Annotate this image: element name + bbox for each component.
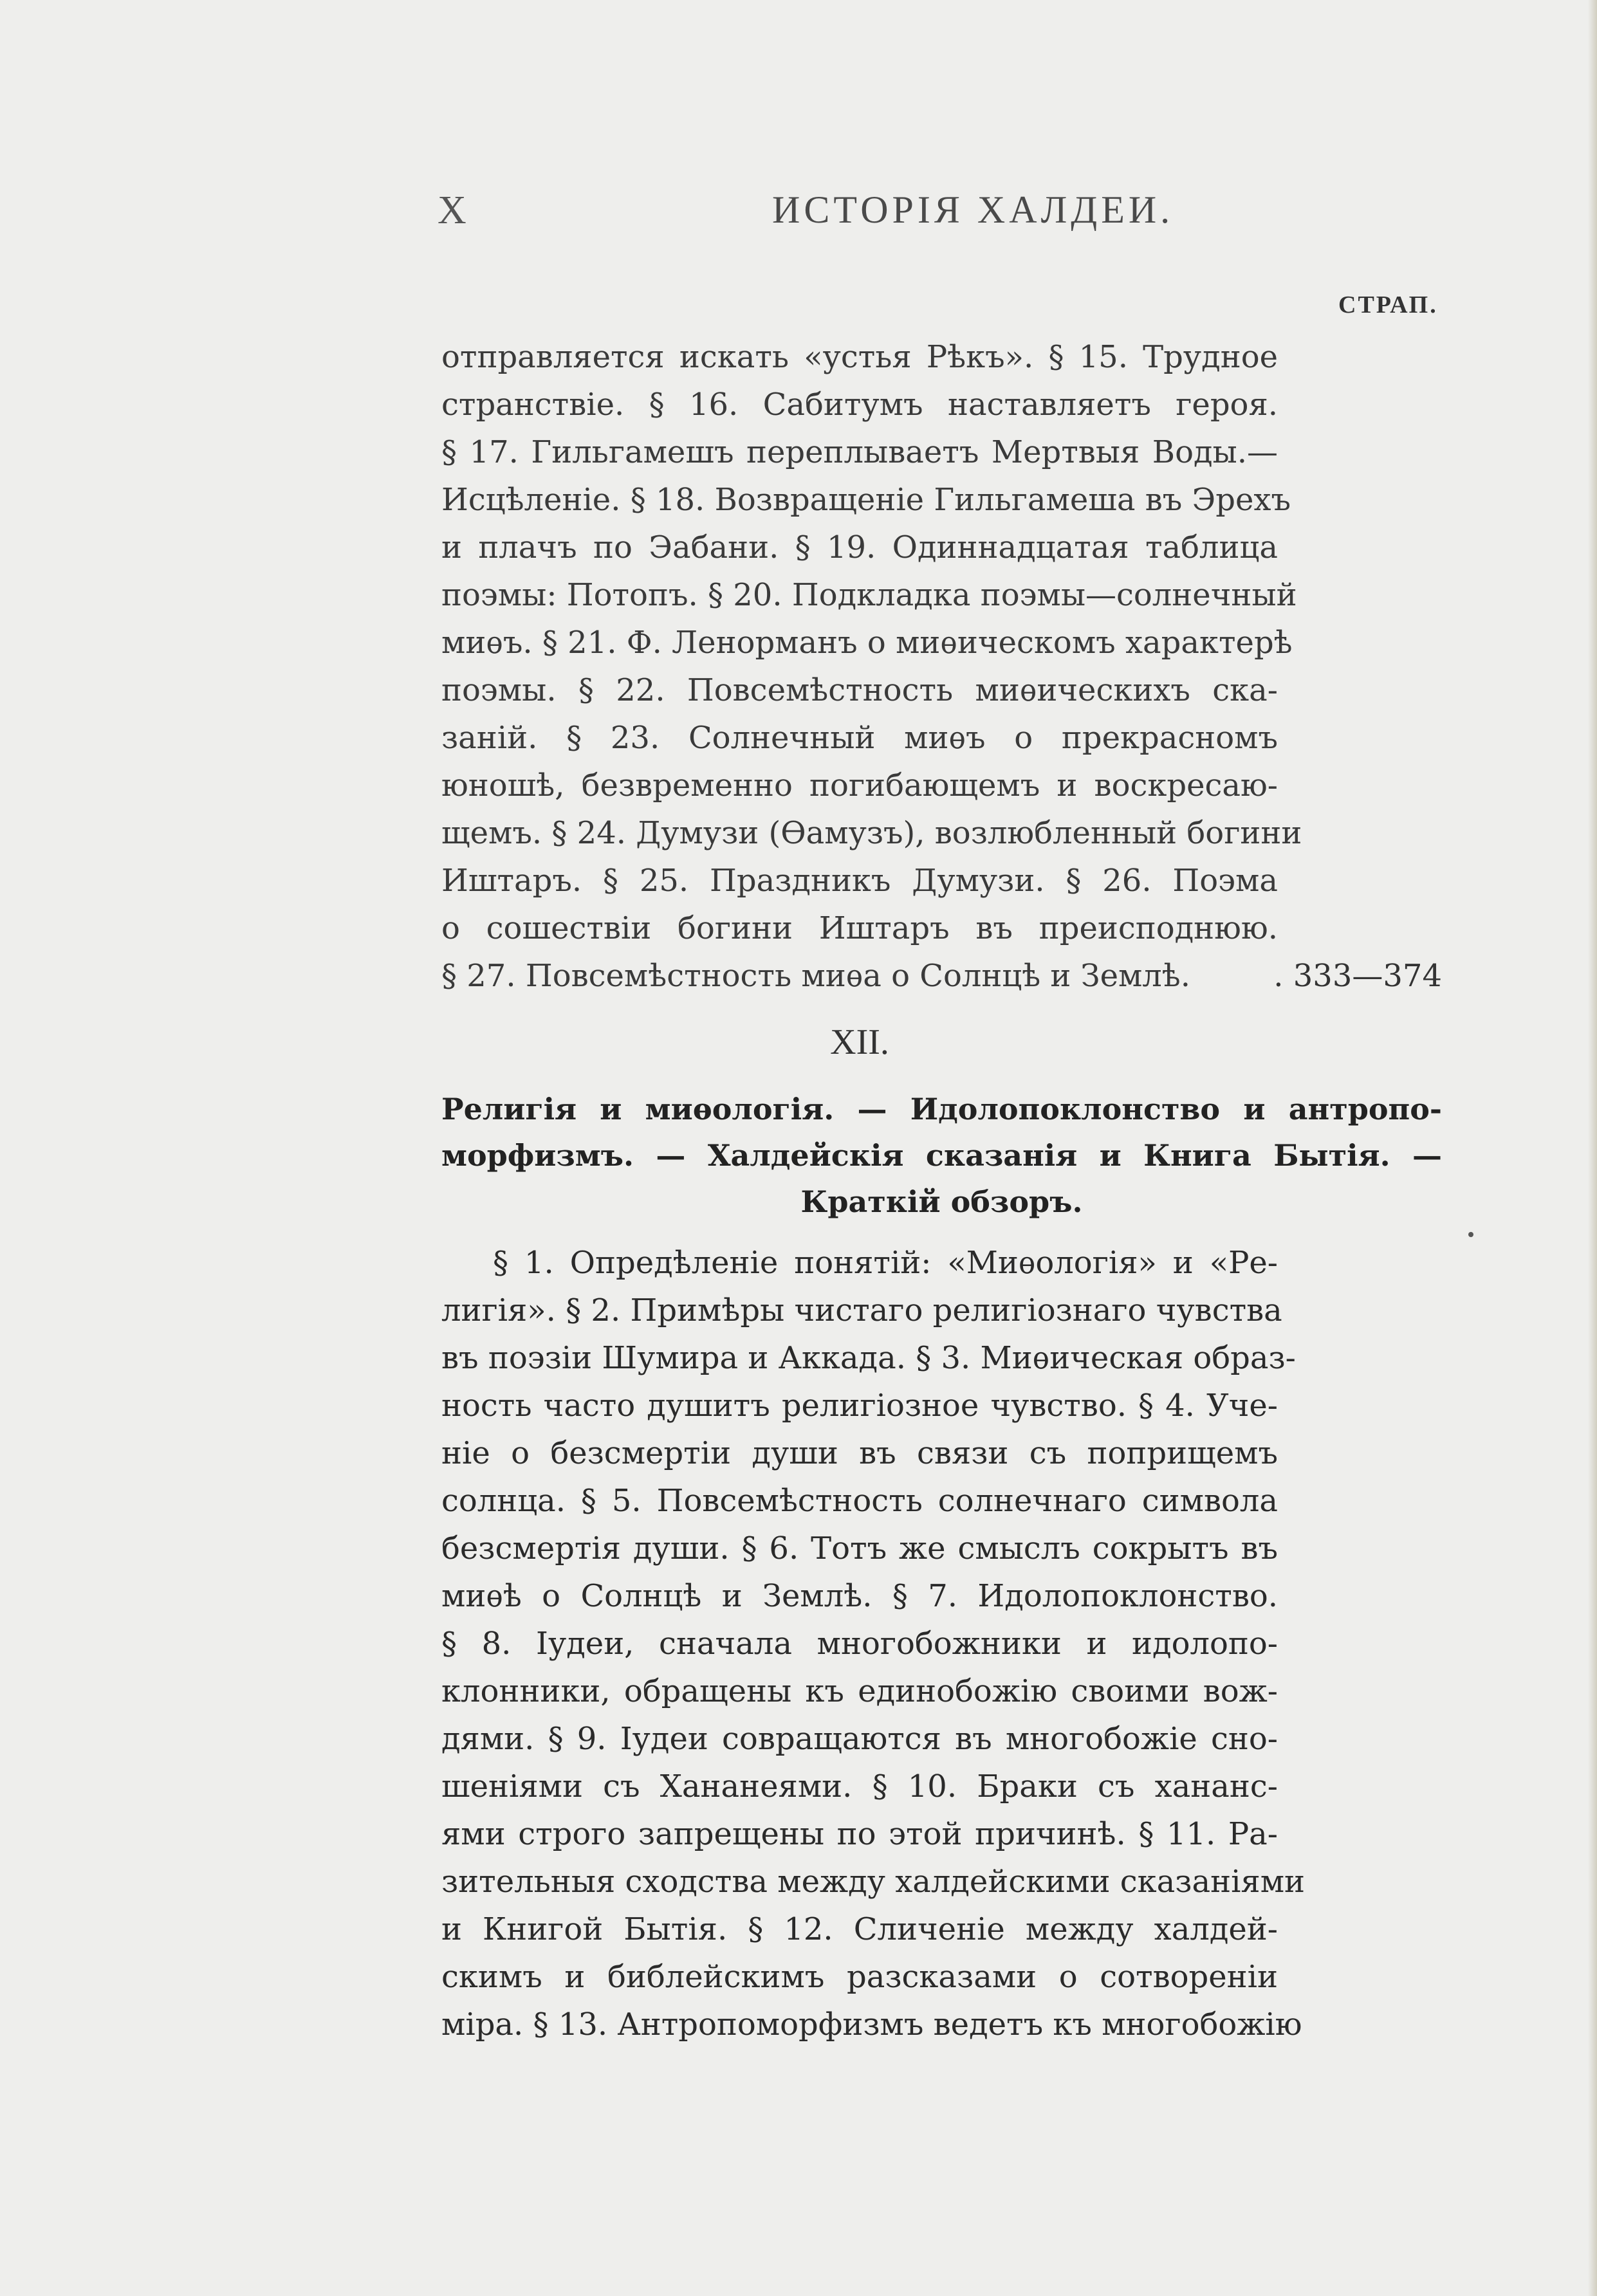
summary-line: ность часто душитъ религіозное чувство. § 4. Уче- [441,1388,1278,1424]
running-title: ИСТОРІЯ ХАЛДЕИ. [772,188,1174,231]
chapter-title-line: морфизмъ. — Халдейскія сказанія и Книга Бытія. — [441,1138,1442,1173]
toc-line: странствіе. § 16. Сабитумъ наставляетъ героя. [441,387,1278,423]
summary-line: лигія». § 2. Примѣры чистаго религіознаго чувства [441,1292,1282,1328]
summary-line: дями. § 9. Іудеи совращаются въ многобожіе сно- [441,1721,1278,1757]
section-number: XII. [830,1022,889,1062]
toc-line: щемъ. § 24. Думузи (Ѳамузъ), возлюбленный богини [441,815,1302,851]
toc-line: и плачъ по Эабани. § 19. Одиннадцатая таблица [441,529,1278,565]
toc-line: поэмы. § 22. Повсемѣстность миѳическихъ ска- [441,672,1278,708]
chapter-title [441,1086,1442,1225]
toc-line: Иштаръ. § 25. Праздникъ Думузи. § 26. Поэма [441,863,1278,899]
summary-line: въ поэзіи Шумира и Аккада. § 3. Миѳическая образ- [441,1340,1296,1376]
summary-line: шеніями съ Хананеями. § 10. Браки съ хананс- [441,1768,1278,1805]
margin-dot [1468,1232,1473,1237]
summary-line: клонники, обращены къ единобожію своими вож- [441,1673,1278,1709]
summary-line: миѳѣ о Солнцѣ и Землѣ. § 7. Идолопоклонство. [441,1578,1278,1614]
chapter-title-line: Краткій обзоръ. [800,1184,1083,1219]
page-range: . 333—374 [1273,958,1442,994]
toc-last-entry: § 27. Повсемѣстность миѳа о Солнцѣ и Землѣ. [441,958,1190,994]
toc-continuation [441,333,1442,1000]
summary-line: скимъ и библейскимъ разсказами о сотвореніи [441,1959,1278,1995]
page-edge-shadow [1588,0,1597,2296]
toc-line: о сошествіи богини Иштаръ въ преисподнюю. [441,910,1278,946]
toc-line: поэмы: Потопъ. § 20. Подкладка поэмы—солнечный [441,577,1297,613]
toc-last-line [441,952,1442,1000]
page-number: X [438,188,466,232]
toc-line: § 17. Гильгамешъ переплываетъ Мертвыя Воды.— [441,434,1278,470]
page-column-label: СТРАП. [1338,291,1438,318]
chapter-title-line: Религія и миѳологія. — Идолопоклонство и антропо- [441,1092,1442,1126]
running-head [438,188,1480,246]
summary-line: міра. § 13. Антропоморфизмъ ведетъ къ многобожію [441,2007,1302,2043]
toc-line: отправляется искать «устья Рѣкъ». § 15. Трудное [441,339,1278,375]
toc-line: юношѣ, безвременно погибающемъ и воскресаю- [441,767,1278,804]
summary-line: солнца. § 5. Повсемѣстность солнечнаго символа [441,1483,1278,1519]
toc-line: заній. § 23. Солнечный миѳъ о прекрасномъ [441,720,1278,756]
summary-line: зительныя сходства между халдейскими сказаніями [441,1864,1306,1900]
summary-line: § 8. Іудеи, сначала многобожники и идолопо- [441,1626,1278,1662]
toc-line: Исцѣленіе. § 18. Возвращеніе Гильгамеша въ Эрехъ [441,482,1291,518]
toc-line: миѳъ. § 21. Ф. Ленорманъ о миѳическомъ характерѣ [441,625,1293,661]
summary-line: безсмертія души. § 6. Тотъ же смыслъ сокрытъ въ [441,1530,1278,1566]
summary-line: и Книгой Бытія. § 12. Сличеніе между халдей- [441,1911,1278,1947]
chapter-summary [441,1239,1306,2048]
summary-line: ями строго запрещены по этой причинѣ. § 11. Ра- [441,1816,1278,1852]
summary-line: ніе о безсмертіи души въ связи съ поприщемъ [441,1435,1278,1471]
summary-line: § 1. Опредѣленіе понятій: «Миѳологія» и «Ре- [493,1245,1278,1281]
